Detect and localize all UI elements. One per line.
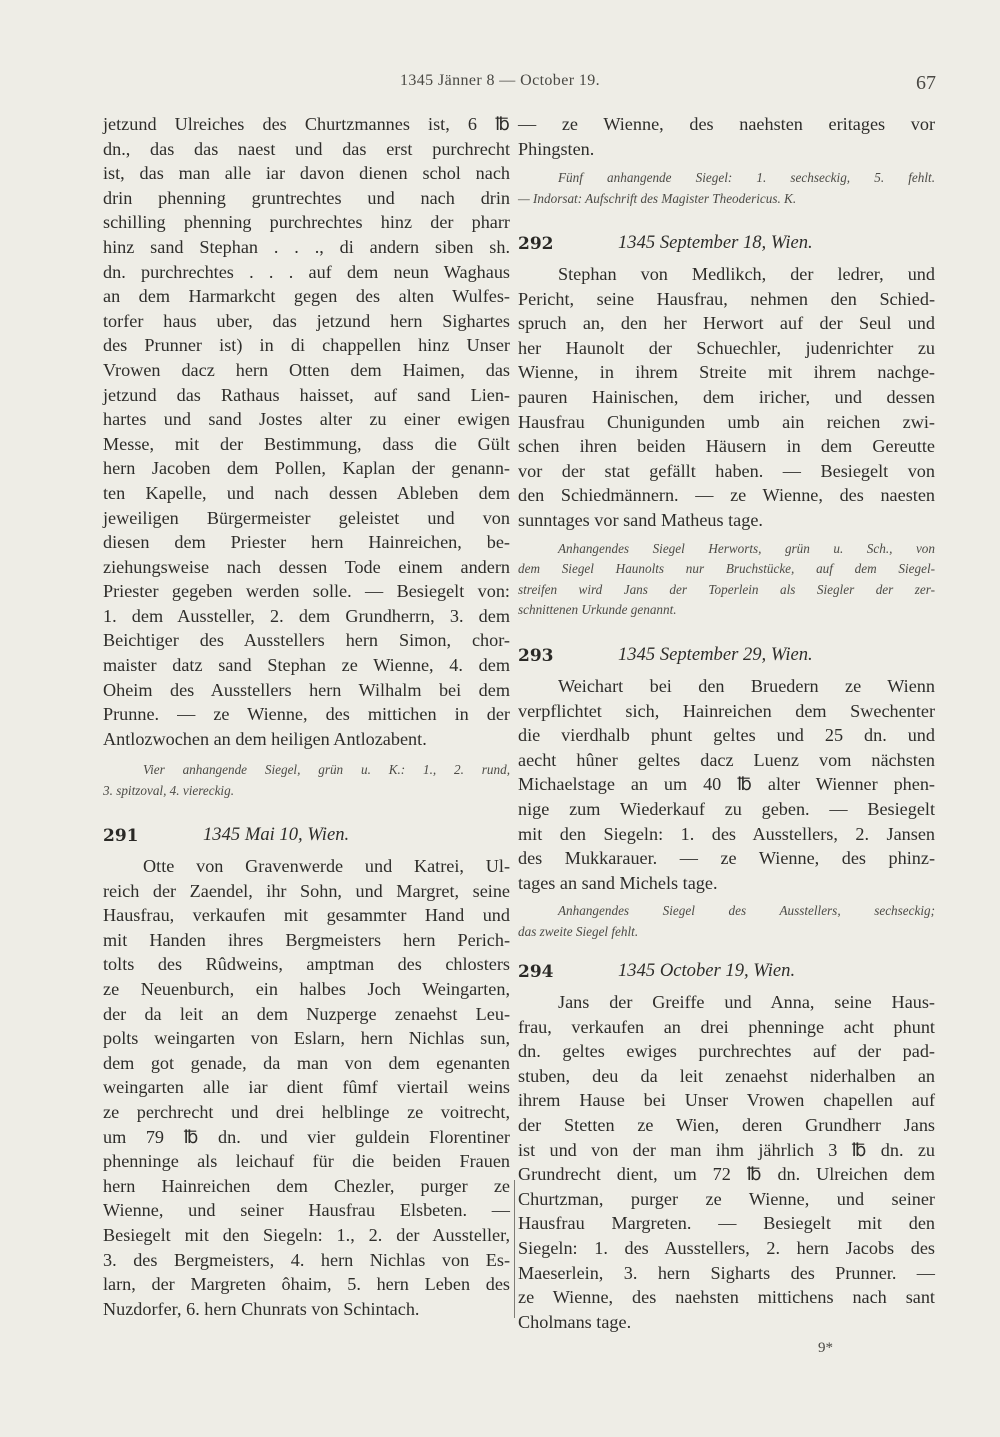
text-line: ze Wienne, des naehsten mittichens nach sant <box>518 1287 935 1308</box>
doc-290-text-end <box>518 112 935 161</box>
doc-291-heading <box>103 826 510 852</box>
doc-292-date: 1345 September 18, Wien. <box>618 232 813 253</box>
text-line: Weichart bei den Bruedern ze Wienn <box>558 676 935 696</box>
signature-mark: 9* <box>818 1340 833 1356</box>
text-line: ze Neuenburch, ein halbes Joch Weingarten, <box>103 978 510 999</box>
text-line: Otte von Gravenwerde und Katrei, Ul- <box>143 856 510 876</box>
text-line: schilling phenning purchrechtes hinz der pharr <box>103 212 510 233</box>
text-line: aecht hûner geltes dacz Luenz vom nächsten <box>518 749 935 770</box>
text-line: vor der stat gefällt haben. — Besiegelt von <box>518 460 935 481</box>
text-line: Antlozwochen an dem heiligen Antlozabent. <box>103 728 427 749</box>
text-line: larn, der Margreten ôhaim, 5. hern Leben des <box>103 1274 510 1295</box>
doc-293-heading <box>518 646 935 672</box>
text-line: dem got genade, da man von dem egenanten <box>103 1052 510 1073</box>
text-line: stuben, deu da leit zenaehst niderhalben an <box>518 1065 935 1086</box>
text-line: Prunne. — ze Wienne, des mittichen in der <box>103 704 510 725</box>
text-line: das zweite Siegel fehlt. <box>518 923 639 939</box>
text-line: torfer haus uber, das jetzund hern Sighartes <box>103 310 510 331</box>
text-line: Michaelstage an um 40 ℔ alter Wienner phen- <box>518 774 935 795</box>
doc-291-text <box>103 854 510 1321</box>
text-line: Hausfrau Chunigunden umb ain reichen zwi- <box>518 411 935 432</box>
doc-291-note <box>518 168 935 209</box>
text-line: dn. purchrechtes . . . auf dem neun Waghaus <box>103 261 510 282</box>
text-line: Besiegelt mit den Siegeln: 1., 2. der Aussteller, <box>103 1224 510 1245</box>
running-title: 1345 Jänner 8 — October 19. <box>399 72 601 89</box>
text-line: Wienne, und seiner Hausfrau Elsbeten. — <box>103 1200 510 1221</box>
text-line: 1. dem Aussteller, 2. dem Grundherrn, 3. dem <box>103 605 510 626</box>
text-line: Wienne, in ihrem Streite mit ihrem nachge- <box>518 362 935 383</box>
text-line: Maeserlein, 3. hern Sigharts des Prunner. — <box>518 1262 935 1283</box>
text-line: Oheim des Ausstellers hern Wilhalm bei dem <box>103 679 510 700</box>
text-line: streifen wird Jans der Toperlein als Siegler der zer- <box>518 581 935 597</box>
text-line: Fünf anhangende Siegel: 1. sechseckig, 5. fehlt. <box>558 170 935 185</box>
text-line: hartes und sand Jostes alter zu einer ewigen <box>103 409 510 430</box>
text-line: Stephan von Medlikch, der ledrer, und <box>558 264 935 284</box>
text-line: schnittenen Urkunde genannt. <box>518 602 677 618</box>
doc-293-date: 1345 September 29, Wien. <box>618 644 813 665</box>
text-line: dn. geltes ewiges purchrechtes auf der pad- <box>518 1041 935 1062</box>
doc-291 <box>103 826 510 1321</box>
text-line: mit Handen ihres Bergmeisters hern Perich- <box>103 929 510 950</box>
seal-note-292 <box>518 539 935 621</box>
text-line: tolts des Rûdweins, amptman des chlosters <box>103 954 510 975</box>
text-line: Messe, mit der Bestimmung, dass die Gült <box>103 433 510 454</box>
seal-note-291 <box>518 168 935 209</box>
text-line: Hausfrau Margreten. — Besiegelt mit den <box>518 1213 935 1234</box>
text-line: drin phenning gruntrechtes und nach drin <box>103 187 510 208</box>
text-line: Anhangendes Siegel Herworts, grün u. Sch., von <box>558 540 935 556</box>
doc-292-text <box>518 262 935 533</box>
text-line: Hausfrau, verkaufen mit gesammter Hand und <box>103 905 510 926</box>
seal-note-293 <box>518 901 935 942</box>
text-line: frau, verkaufen an drei phenninge acht phunt <box>518 1016 935 1037</box>
doc-294-heading <box>518 962 935 988</box>
text-line: ist, das man alle iar davon dienen schol nach <box>103 163 510 184</box>
text-line: pauren Hainischen, dem iricher, und dessen <box>518 386 935 407</box>
text-line: Vier anhangende Siegel, grün u. K.: 1., 2. rund, <box>143 762 510 777</box>
doc-294-number: 294 <box>518 962 554 982</box>
text-line: jeweiligen Bürgermeister geleistet und von <box>103 507 510 528</box>
text-line: jetzund Ulreiches des Churtzmannes ist, 6 ℔ <box>103 114 510 134</box>
doc-290-continuation-right <box>518 112 935 161</box>
text-line: her Haunolt der Schuechler, judenrichter zu <box>518 337 935 358</box>
text-line: diesen dem Priester hern Hainreichen, be- <box>103 532 510 553</box>
doc-291-number: 291 <box>103 826 139 846</box>
text-line: maister datz sand Stephan ze Wienne, 4. dem <box>103 655 510 676</box>
text-line: den Schiedmännern. — ze Wienne, des naesten <box>518 485 935 506</box>
text-line: die vierdhalb phunt geltes und 25 dn. und <box>518 725 935 746</box>
text-line: Phingsten. <box>518 138 595 159</box>
text-line: — Indorsat: Aufschrift des Magister Theodericus. K. <box>518 190 797 206</box>
text-line: des Prunner ist) in di chappellen hinz Unser <box>103 335 510 356</box>
text-line: um 79 ℔ dn. und vier guldein Florentiner <box>103 1126 510 1147</box>
text-line: ten Kapelle, und nach dessen Ableben dem <box>103 482 510 503</box>
page-number: 67 <box>916 72 936 94</box>
text-line: Jans der Greiffe und Anna, seine Haus- <box>558 992 935 1012</box>
text-line: der da leit an dem Nuzperge zenaehst Leu- <box>103 1003 510 1024</box>
text-line: reich der Zaendel, ihr Sohn, und Margret, seine <box>103 880 510 901</box>
seal-note-290 <box>103 760 510 801</box>
text-line: Pericht, seine Hausfrau, nehmen den Schied- <box>518 288 935 309</box>
column-rule <box>514 1180 515 1318</box>
text-line: tages an sand Michels tage. <box>518 872 718 893</box>
text-line: ze perchrecht und drei helblinge ze voitrecht, <box>103 1101 510 1122</box>
doc-290-continuation <box>103 112 510 751</box>
text-line: dn., das das naest und das erst purchrecht <box>103 138 510 159</box>
text-line: der Stetten ze Wien, deren Grundherr Jans <box>518 1114 935 1135</box>
text-line: Beichtiger des Ausstellers hern Simon, chor- <box>103 630 510 651</box>
doc-290-text <box>103 112 510 751</box>
text-line: polts weingarten von Eslarn, hern Nichlas sun, <box>103 1028 510 1049</box>
text-line: ihrem Hause bei Unser Vrowen chapellen auf <box>518 1090 935 1111</box>
text-line: jetzund das Rathaus haisset, auf sand Lien- <box>103 384 510 405</box>
text-line: Vrowen dacz hern Otten dem Haimen, das <box>103 359 510 380</box>
doc-293-text <box>518 674 935 895</box>
text-line: mit den Siegeln: 1. des Ausstellers, 2. Jansen <box>518 823 935 844</box>
text-line: verpflichtet sich, Hainreichen dem Swechenter <box>518 700 935 721</box>
text-line: Cholmans tage. <box>518 1311 632 1332</box>
doc-294-text <box>518 990 935 1334</box>
text-line: nige zum Wiederkauf zu geben. — Besiegelt <box>518 798 935 819</box>
text-line: Anhangendes Siegel des Ausstellers, sechseckig; <box>558 903 935 919</box>
text-line: an dem Harmarkcht gegen des alten Wulfes- <box>103 286 510 307</box>
text-line: sunntages vor sand Matheus tage. <box>518 509 763 530</box>
text-line: dem Siegel Haunolts nur Bruchstücke, auf dem Siegel- <box>518 561 935 577</box>
text-line: hern Hainreichen dem Chezler, purger ze <box>103 1175 510 1196</box>
doc-290-note <box>103 760 510 801</box>
text-line: ziehungsweise nach dessen Tode einem andern <box>103 556 510 577</box>
text-line: Nuzdorfer, 6. hern Chunrats von Schintach. <box>103 1298 420 1319</box>
text-line: Grundrecht dient, um 72 ℔ dn. Ulreichen dem <box>518 1164 935 1185</box>
doc-294-date: 1345 October 19, Wien. <box>618 960 796 981</box>
text-line: Churtzman, purger ze Wienne, und seiner <box>518 1188 935 1209</box>
text-line: 3. des Bergmeisters, 4. hern Nichlas von Es- <box>103 1249 510 1270</box>
text-line: ist und von der man ihm jährlich 3 ℔ dn. zu <box>518 1139 935 1160</box>
doc-292-heading <box>518 234 935 260</box>
text-line: schen ihren beiden Häusern in dem Gereutte <box>518 436 935 457</box>
doc-291-date: 1345 Mai 10, Wien. <box>203 824 350 845</box>
doc-292 <box>518 234 935 621</box>
text-line: Priester gegeben werden solle. — Besiegelt von: <box>103 581 510 602</box>
text-line: hinz sand Stephan . . ., di andern siben sh. <box>103 236 510 257</box>
doc-293 <box>518 646 935 942</box>
doc-294 <box>518 962 935 1334</box>
running-head <box>0 72 1000 102</box>
text-line: Siegeln: 1. des Ausstellers, 2. hern Jacobs des <box>518 1237 935 1258</box>
doc-292-number: 292 <box>518 234 554 254</box>
doc-293-number: 293 <box>518 646 554 666</box>
text-line: des Mukkarauer. — ze Wienne, des phinz- <box>518 848 935 869</box>
text-line: 3. spitzoval, 4. viereckig. <box>103 782 234 798</box>
text-line: hern Jacoben dem Pollen, Kaplan der genann- <box>103 458 510 479</box>
text-line: phenninge als leichauf für die beiden Frauen <box>103 1151 510 1172</box>
text-line: — ze Wienne, des naehsten eritages vor <box>518 114 935 134</box>
text-line: spruch an, den her Herwort auf der Seul und <box>518 313 935 334</box>
text-line: weingarten alle iar dient fûmf viertail weins <box>103 1077 510 1098</box>
